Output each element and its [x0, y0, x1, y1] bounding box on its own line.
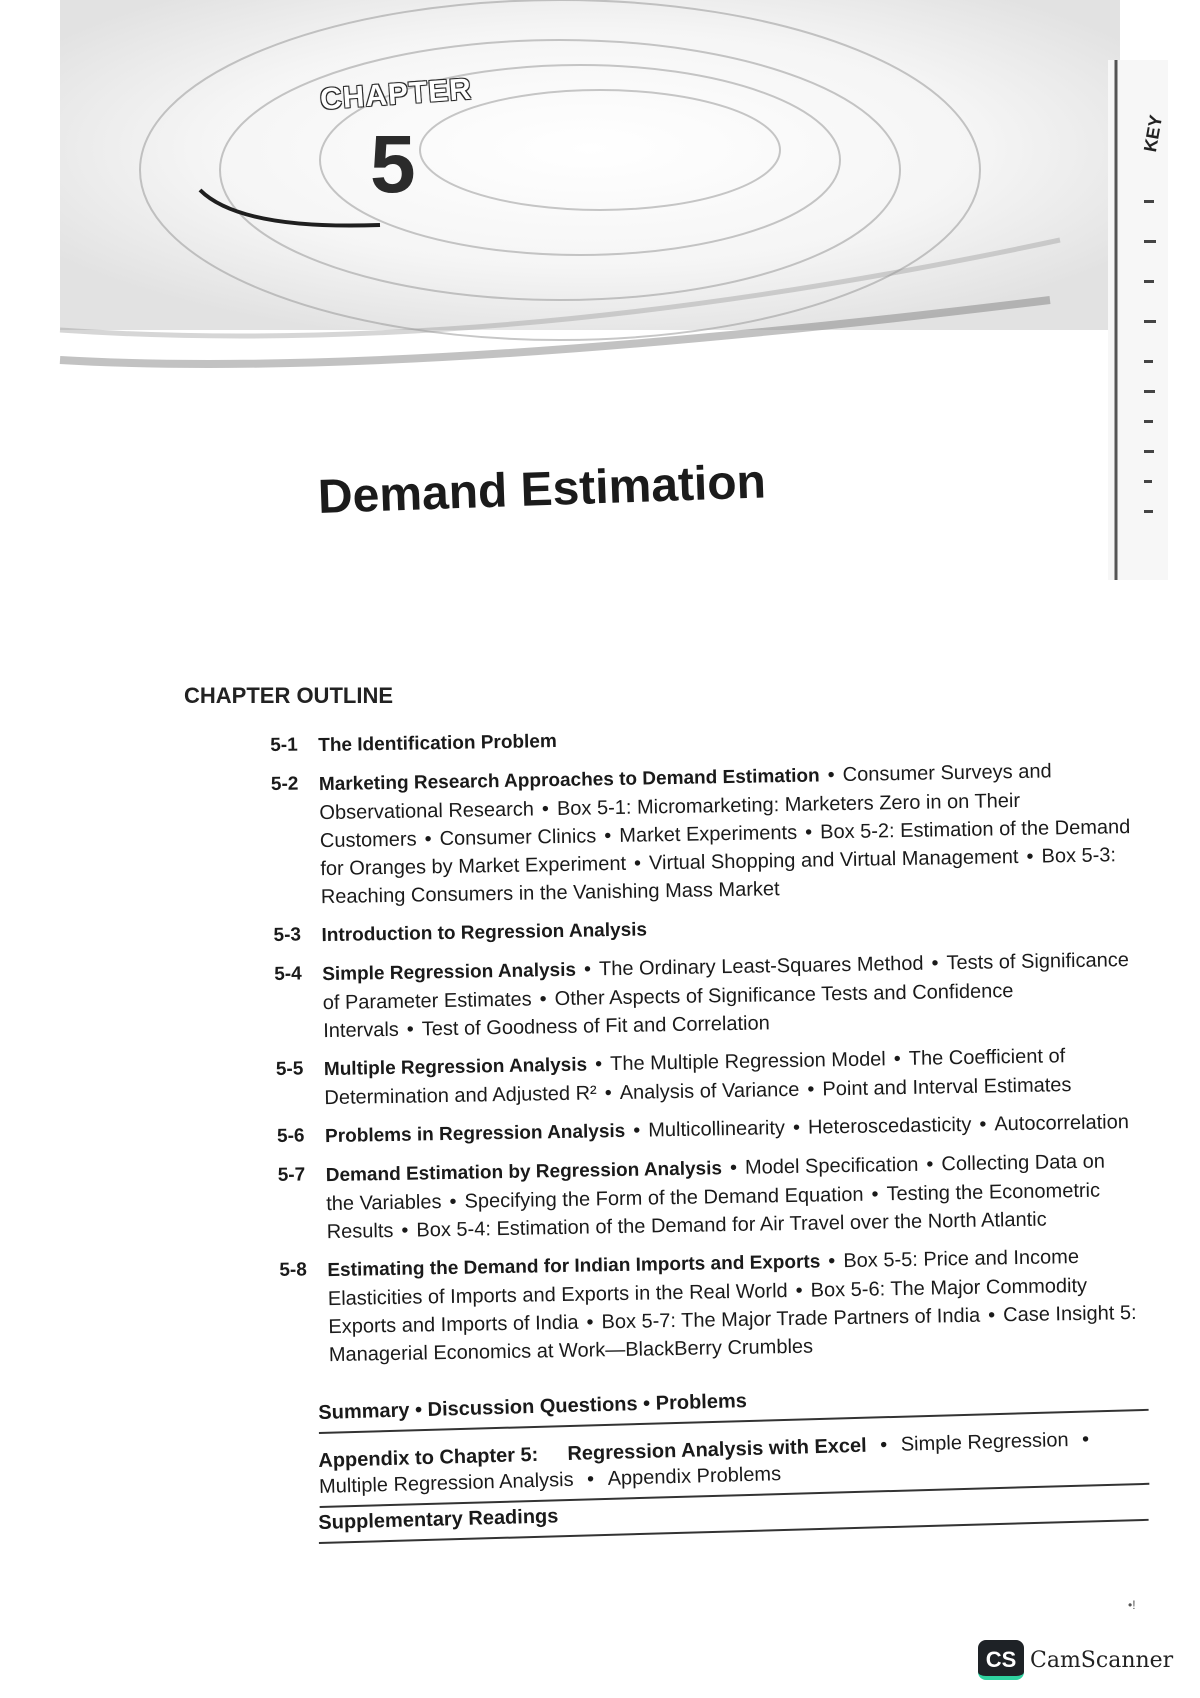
section-number: 5-7 — [277, 1164, 306, 1186]
section-topic: Case Insight 5: Managerial Economics at Work—BlackBerry Crumbles — [328, 1301, 1137, 1367]
outline-entry: 5-5 Multiple Regression Analysis • The Multiple Regression Model • The Coefficient of Determination and Adjusted R² • Analysis of Variance • Point and Interval Estimates — [276, 1041, 1137, 1113]
section-topic: Test of Goodness of Fit and Correlation — [421, 1012, 770, 1041]
outline-entry: 5-8 Estimating the Demand for Indian Imports and Exports • Box 5-5: Price and Income Elasticities of Imports and Exports in the Real World • Box 5-6: The Major Commodity Exports and Imports of India • Box 5-7: The Major Trade Partners of India • Case Insight 5: Managerial Economics at Work—BlackBerry Crumbles — [279, 1242, 1141, 1370]
camscanner-logo-icon: CS — [978, 1640, 1024, 1680]
section-title: Multiple Regression Analysis — [323, 1054, 588, 1081]
page-mark: •! — [1128, 1598, 1136, 1612]
section-topic: Consumer Clinics — [439, 825, 597, 851]
chapter-number: 5 — [370, 119, 416, 210]
section-topic: The Ordinary Least-Squares Method — [598, 952, 924, 981]
outline-heading: CHAPTER OUTLINE — [184, 683, 393, 708]
section-title: Estimating the Demand for Indian Imports and Exports — [327, 1251, 821, 1282]
section-topic: Analysis of Variance — [619, 1078, 800, 1104]
section-title: Marketing Research Approaches to Demand Estimation — [318, 765, 820, 796]
section-topic: Box 5-2: Estimation of the Demand for Oranges by Market Experiment — [320, 816, 1131, 881]
section-topic: Box 5-3: Reaching Consumers in the Vanishing Mass Market — [320, 844, 1117, 909]
section-topic: Specifying the Form of the Demand Equation — [464, 1183, 864, 1213]
summary-line: Summary • Discussion Questions • Problems — [318, 1377, 1149, 1434]
section-topic: Point and Interval Estimates — [822, 1074, 1072, 1101]
outline-entry: 5-7 Demand Estimation by Regression Analysis • Model Specification • Collecting Data on the Variables • Specifying the Form of the Demand Equation • Testing the Econometric Results • Box 5-4: Estimation of the Demand for Air Travel over the North Atlantic — [278, 1147, 1139, 1247]
section-topic: The Coefficient of Determination and Adjusted R² — [324, 1045, 1066, 1110]
section-number: 5-8 — [279, 1259, 308, 1281]
summary-item: Summary — [318, 1399, 410, 1424]
section-number: 5-3 — [273, 924, 302, 946]
supplementary-readings: Supplementary Readings — [318, 1505, 559, 1534]
section-title: Problems in Regression Analysis — [324, 1120, 626, 1148]
section-title: The Identification Problem — [318, 730, 557, 757]
appendix-subtitle: Regression Analysis with Excel — [567, 1434, 867, 1466]
section-title: Simple Regression Analysis — [322, 959, 577, 986]
section-topic: Tests of Significance of Parameter Estimates — [322, 949, 1130, 1015]
section-topic: Box 5-1: Micromarketing: Marketers Zero in on Their Customers — [319, 789, 1021, 853]
appendix-topic: Appendix Problems — [607, 1463, 782, 1490]
appendix-topic: Simple Regression — [900, 1429, 1069, 1456]
appendix-title: Appendix to Chapter 5: — [318, 1443, 539, 1472]
section-topic: Other Aspects of Significance Tests and Confidence Intervals — [323, 980, 1014, 1043]
section-topic: Consumer Surveys and Observational Research — [319, 760, 1052, 825]
outline-entry — [273, 907, 1133, 951]
section-title: Introduction to Regression Analysis — [321, 919, 648, 947]
section-topic: Model Specification — [744, 1153, 919, 1179]
section-topic: Market Experiments — [619, 821, 798, 847]
section-topic: Collecting Data on the Variables — [326, 1150, 1106, 1216]
section-title: Demand Estimation by Regression Analysis — [325, 1158, 723, 1187]
section-topic: Box 5-7: The Major Trade Partners of India — [601, 1304, 981, 1334]
outline-entry — [270, 717, 1130, 761]
chapter-outline — [270, 717, 1141, 1380]
swirl-art — [0, 0, 1200, 400]
summary-item: Problems — [655, 1390, 748, 1415]
outline-entry: 5-4 Simple Regression Analysis • The Ordinary Least-Squares Method • Tests of Significance of Parameter Estimates • Other Aspects of Significance Tests and Confidence Intervals • Test of Goodness of Fit and Correlation — [274, 946, 1135, 1046]
chapter-label: CHAPTER — [318, 72, 473, 117]
section-topic: Heteroscedasticity — [807, 1113, 972, 1139]
outline-entry: 5-2 Marketing Research Approaches to Demand Estimation • Consumer Surveys and Observational Research • Box 5-1: Micromarketing: Marketers Zero in on Their Customers • Consumer Clinics • Market Experiments • Box 5-2: Estimation of the Demand for Oranges by Market Experiment • Virtual Shopping and Virtual Management • Box 5-3: Reaching Consumers in the Vanishing Mass Market — [271, 756, 1133, 912]
outline-entry: 5-6 Problems in Regression Analysis • Multicollinearity • Heteroscedasticity • Autocorrelation — [277, 1108, 1137, 1152]
section-topic: Multicollinearity — [648, 1117, 786, 1142]
section-number: 5-6 — [276, 1125, 305, 1147]
summary-item: Discussion Questions — [427, 1393, 638, 1421]
camscanner-label: CamScanner — [1030, 1648, 1174, 1673]
appendix-line: Appendix to Chapter 5: Regression Analysis with Excel • Simple Regression • Multiple Regression Analysis • Appendix Problems — [318, 1425, 1149, 1508]
section-topic: Virtual Shopping and Virtual Management — [648, 845, 1019, 875]
section-topic: The Multiple Regression Model — [609, 1048, 886, 1076]
section-number: 5-2 — [270, 773, 299, 795]
section-number: 5-1 — [270, 734, 298, 756]
section-number: 5-4 — [274, 963, 302, 985]
section-topic: Autocorrelation — [994, 1111, 1130, 1136]
appendix-topic: Multiple Regression Analysis — [318, 1468, 574, 1498]
section-topic: Box 5-5: Price and Income Elasticities of Imports and Exports in the Real World — [327, 1245, 1080, 1311]
section-topic: Box 5-6: The Major Commodity Exports and Imports of India — [328, 1274, 1088, 1339]
section-topic: Box 5-4: Estimation of the Demand for Air Travel over the North Atlantic — [416, 1208, 1047, 1242]
chapter-title: Demand Estimation — [317, 455, 767, 524]
sidebar-key-label: KEY — [1140, 113, 1167, 154]
section-topic: Testing the Econometric Results — [326, 1179, 1101, 1244]
section-number: 5-5 — [275, 1058, 304, 1080]
